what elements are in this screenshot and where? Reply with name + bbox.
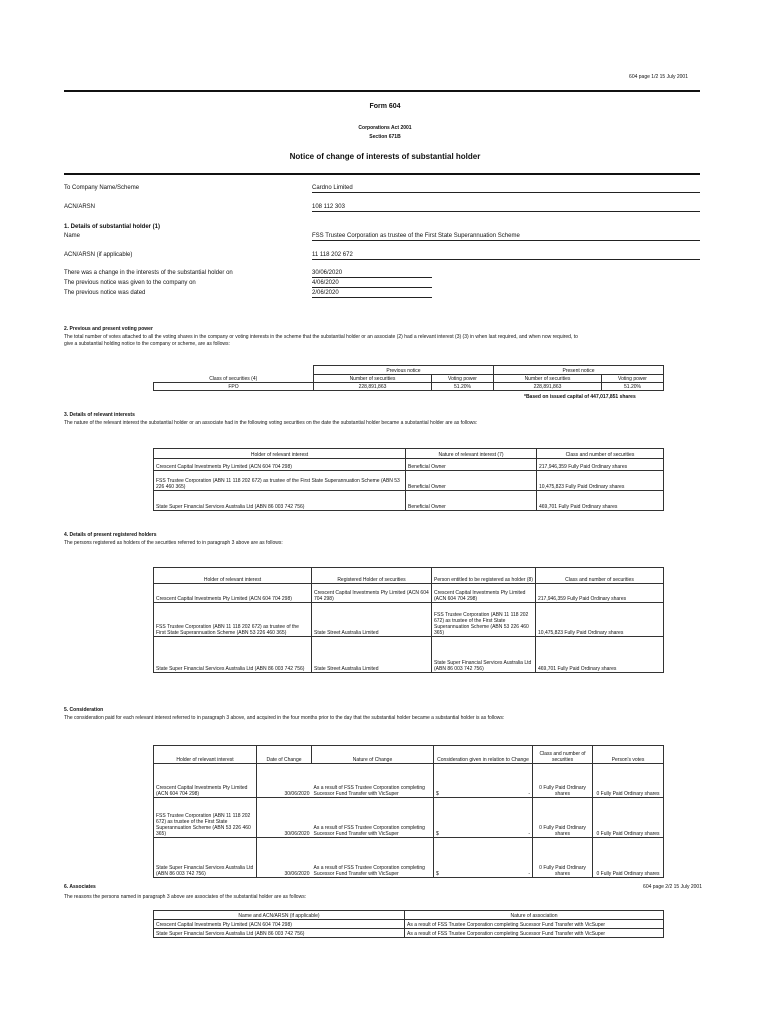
section6-title: 6. Associates bbox=[64, 884, 96, 890]
s5-row3-holder: State Super Financial Services Australia Ltd (ABN 86 003 742 756) bbox=[154, 838, 257, 878]
class-value: FPO bbox=[154, 383, 314, 391]
section2-text-1: The total number of votes attached to all the voting shares in the company or voting interests in the scheme that the substantial holder or an associate (2) had a relevant interest (3) (3) in when last required, and when now required, to bbox=[64, 334, 578, 340]
s5-row1-nature: As a result of FSS Trustee Corporation completing Sucessor Fund Transfer with VicSuper bbox=[312, 764, 434, 798]
section6-text: The reasons the persons named in paragraph 3 above are associates of the substantial holder are as follows: bbox=[64, 894, 307, 900]
s5-row3-class: 0 Fully Paid Ordinary shares bbox=[533, 838, 593, 878]
s4-row1-registered: Crescent Capital Investments Pty Limited (ACN 604 704 298) bbox=[312, 584, 432, 603]
s4-row2-registered: State Street Australia Limited bbox=[312, 603, 432, 637]
s5-row2-votes: 0 Fully Paid Ordinary shares bbox=[593, 798, 664, 838]
s5-row3-nature: As a result of FSS Trustee Corporation completing Sucessor Fund Transfer with VicSuper bbox=[312, 838, 434, 878]
name-value: FSS Trustee Corporation as trustee of the First State Superannuation Scheme bbox=[312, 233, 700, 241]
acn-value: 108 112 303 bbox=[312, 204, 700, 212]
s5-row1-holder: Crescent Capital Investments Pty Limited (ACN 604 704 298) bbox=[154, 764, 257, 798]
s5-header-class: Class and number of securities bbox=[533, 746, 593, 764]
section5-title: 5. Consideration bbox=[64, 707, 104, 713]
s4-row1-holder: Crescent Capital Investments Pty Limited (ACN 604 704 298) bbox=[154, 584, 312, 603]
s6-row2-name: State Super Financial Services Australia Ltd (ABN 86 003 742 756) bbox=[154, 929, 405, 938]
header-rule bbox=[64, 90, 700, 92]
prev-num-header: Number of securities bbox=[314, 375, 432, 383]
s4-row3-registered: State Street Australia Limited bbox=[312, 637, 432, 673]
pres-num-header: Number of securities bbox=[494, 375, 602, 383]
s5-row3-dollar: $ bbox=[434, 838, 499, 878]
acn2-label: ACN/ARSN (if applicable) bbox=[64, 252, 133, 258]
s5-row1-votes: 0 Fully Paid Ordinary shares bbox=[593, 764, 664, 798]
s3-row2-holder: FSS Trustee Corporation (ABN 11 118 202 672) as trustee of the First State Superannuation Scheme (ABN 53 226 460 365) bbox=[154, 471, 406, 491]
s3-row2-class: 10,475,823 Fully Paid Ordinary shares bbox=[537, 471, 664, 491]
s5-row2-holder: FSS Trustee Corporation (ABN 11 118 202 672) as trustee of the First State Superannuation Scheme (ABN 53 226 460 365) bbox=[154, 798, 257, 838]
page-note-top: 604 page 1/2 15 July 2001 bbox=[629, 74, 688, 80]
s4-row2-class: 10,475,823 Fully Paid Ordinary shares bbox=[536, 603, 664, 637]
s3-header-class: Class and number of securities bbox=[537, 449, 664, 459]
s3-row3-nature: Beneficial Owner bbox=[406, 491, 537, 511]
s4-row1-entitled: Crescent Capital Investments Pty Limited (ACN 604 704 298) bbox=[432, 584, 536, 603]
prev-given-label: The previous notice was given to the company on bbox=[64, 280, 196, 286]
to-label: To Company Name/Scheme bbox=[64, 185, 140, 191]
s5-header-nature: Nature of Change bbox=[312, 746, 434, 764]
s4-row3-holder: State Super Financial Services Australia Ltd (ABN 86 003 742 756) bbox=[154, 637, 312, 673]
s3-header-holder: Holder of relevant interest bbox=[154, 449, 406, 459]
prev-given-value: 4/06/2020 bbox=[312, 280, 432, 288]
s5-row1-class: 0 Fully Paid Ordinary shares bbox=[533, 764, 593, 798]
to-value: Cardno Limited bbox=[312, 185, 700, 193]
s5-row1-dollar: $ bbox=[434, 764, 499, 798]
prev-notice-header: Previous notice bbox=[314, 366, 494, 375]
section4-text: The persons registered as holders of the securities referred to in paragraph 3 above are as follows: bbox=[64, 540, 283, 546]
change-value: 30/06/2020 bbox=[312, 270, 432, 278]
s5-row2-date: 30/06/2020 bbox=[257, 798, 312, 838]
acn2-value: 11 118 202 672 bbox=[312, 252, 700, 260]
s5-row2-amount: - bbox=[499, 798, 533, 838]
s5-row3-amount: - bbox=[499, 838, 533, 878]
title-rule bbox=[64, 173, 700, 175]
s3-row1-holder: Crescent Capital Investments Pty Limited (ACN 604 704 298) bbox=[154, 459, 406, 471]
s6-row2-nature: As a result of FSS Trustee Corporation completing Sucessor Fund Transfer with VicSuper bbox=[405, 929, 664, 938]
s5-row2-class: 0 Fully Paid Ordinary shares bbox=[533, 798, 593, 838]
s3-row2-nature: Beneficial Owner bbox=[406, 471, 537, 491]
s3-row3-holder: State Super Financial Services Australia Ltd (ABN 86 003 742 756) bbox=[154, 491, 406, 511]
section3-text: The nature of the relevant interest the substantial holder or an associate had in the following voting securities on the date the substantial holder became a substantial holder are as follows: bbox=[64, 420, 478, 426]
section5-text: The consideration paid for each relevant interest referred to in paragraph 3 above, and acquired in the four months prior to the day that the substantial holder became a substantial holder is as follows: bbox=[64, 715, 505, 721]
s5-row3-date: 30/06/2020 bbox=[257, 838, 312, 878]
s4-header-registered: Registered Holder of securities bbox=[312, 568, 432, 584]
section2-title: 2. Previous and present voting power bbox=[64, 326, 153, 332]
section-ref: Section 671B bbox=[369, 134, 401, 140]
s5-row1-amount: - bbox=[499, 764, 533, 798]
s4-header-class: Class and number of securities bbox=[536, 568, 664, 584]
section4-title: 4. Details of present registered holders bbox=[64, 532, 157, 538]
s6-row1-name: Crescent Capital Investments Pty Limited (ACN 604 704 298) bbox=[154, 920, 405, 929]
page-note-bottom: 604 page 2/2 15 July 2001 bbox=[643, 884, 702, 890]
s5-header-holder: Holder of relevant interest bbox=[154, 746, 257, 764]
pres-vp-value: 51.20% bbox=[602, 383, 664, 391]
s4-row2-entitled: FSS Trustee Corporation (ABN 11 118 202 672) as trustee of the First State Superannuation Scheme (ABN 53 226 460 365) bbox=[432, 603, 536, 637]
s4-row3-entitled: State Super Financial Services Australia Ltd (ABN 86 003 742 756) bbox=[432, 637, 536, 673]
s4-header-entitled: Person entitled to be registered as holder (8) bbox=[432, 568, 536, 584]
capital-footnote: *Based on issued capital of 447,017,851 shares bbox=[524, 394, 636, 400]
associates-table bbox=[153, 910, 664, 938]
s5-row2-dollar: $ bbox=[434, 798, 499, 838]
form-title: Form 604 bbox=[369, 103, 401, 110]
s5-header-consideration: Consideration given in relation to Change bbox=[434, 746, 533, 764]
section2-text-2: give a substantial holding notice to the company or scheme, are as follows: bbox=[64, 341, 230, 347]
notice-title: Notice of change of interests of substantial holder bbox=[289, 152, 481, 161]
s4-header-holder: Holder of relevant interest bbox=[154, 568, 312, 584]
section3-title: 3. Details of relevant interests bbox=[64, 412, 135, 418]
s5-header-date: Date of Change bbox=[257, 746, 312, 764]
change-label: There was a change in the interests of the substantial holder on bbox=[64, 270, 233, 276]
s3-header-nature: Nature of relevant interest (7) bbox=[406, 449, 537, 459]
s4-row2-holder: FSS Trustee Corporation (ABN 11 118 202 672) as trustee of the First State Superannuation Scheme (ABN 53 226 460 365) bbox=[154, 603, 312, 637]
s5-row2-nature: As a result of FSS Trustee Corporation completing Sucessor Fund Transfer with VicSuper bbox=[312, 798, 434, 838]
prev-dated-value: 2/06/2020 bbox=[312, 290, 432, 298]
prev-vp-value: 51.20% bbox=[432, 383, 494, 391]
prev-vp-header: Voting power bbox=[432, 375, 494, 383]
name-label: Name bbox=[64, 233, 81, 239]
s5-row1-date: 30/06/2020 bbox=[257, 764, 312, 798]
s6-row1-nature: As a result of FSS Trustee Corporation completing Sucessor Fund Transfer with VicSuper bbox=[405, 920, 664, 929]
registered-holders-table bbox=[153, 567, 664, 673]
pres-vp-header: Voting power bbox=[602, 375, 664, 383]
act-name: Corporations Act 2001 bbox=[358, 125, 412, 131]
acn-label: ACN/ARSN bbox=[64, 204, 96, 210]
voting-power-table bbox=[153, 365, 664, 391]
s4-row3-class: 469,701 Fully Paid Ordinary shares bbox=[536, 637, 664, 673]
pres-num-value: 228,891,863 bbox=[494, 383, 602, 391]
s3-row1-nature: Beneficial Owner bbox=[406, 459, 537, 471]
s5-header-votes: Person's votes bbox=[593, 746, 664, 764]
prev-dated-label: The previous notice was dated bbox=[64, 290, 146, 296]
s3-row3-class: 469,701 Fully Paid Ordinary shares bbox=[537, 491, 664, 511]
s3-row1-class: 217,946,359 Fully Paid Ordinary shares bbox=[537, 459, 664, 471]
s4-row1-class: 217,946,359 Fully Paid Ordinary shares bbox=[536, 584, 664, 603]
present-notice-header: Present notice bbox=[494, 366, 664, 375]
class-header: Class of securities (4) bbox=[154, 375, 314, 383]
consideration-table bbox=[153, 745, 664, 878]
s5-row3-votes: 0 Fully Paid Ordinary shares bbox=[593, 838, 664, 878]
s6-header-nature: Nature of association bbox=[405, 911, 664, 920]
s6-header-name: Name and ACN/ARSN (if applicable) bbox=[154, 911, 405, 920]
section1-title: 1. Details of substantial holder (1) bbox=[64, 224, 161, 230]
prev-num-value: 228,891,863 bbox=[314, 383, 432, 391]
relevant-interests-table bbox=[153, 448, 664, 511]
